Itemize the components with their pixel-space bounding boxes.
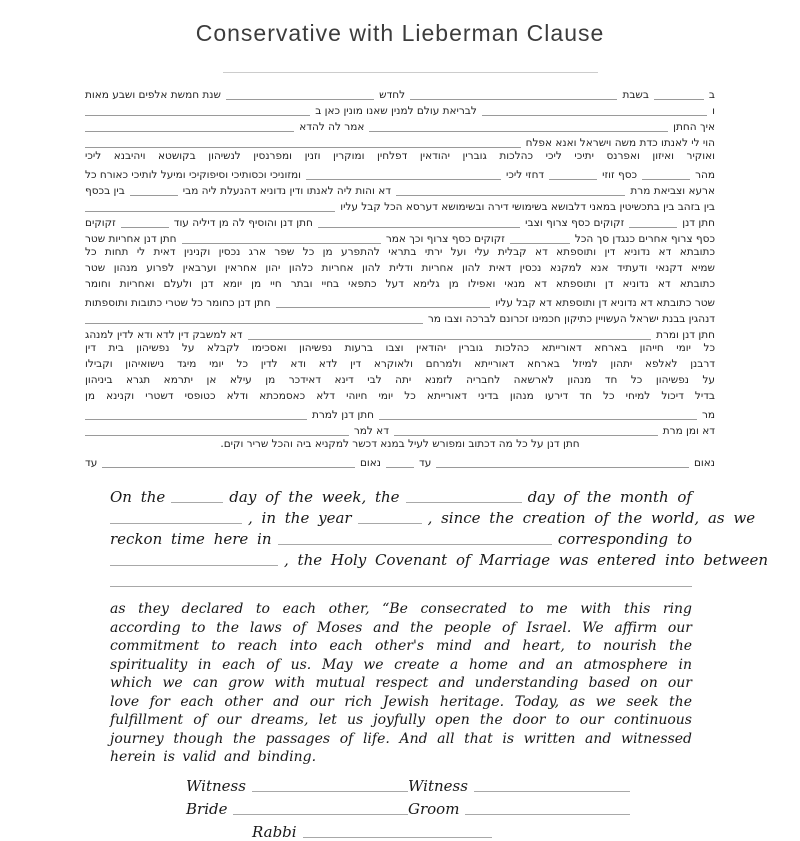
signature-row — [186, 772, 690, 795]
fill-in-blank — [85, 147, 521, 148]
hebrew-text: דחזי ליכי — [506, 169, 545, 181]
signature-block — [110, 772, 690, 841]
fill-in-blank — [318, 227, 520, 228]
fill-in-blank — [394, 435, 658, 436]
english-text: , the Holy Covenant of Marriage was entered into between — [284, 551, 769, 569]
hebrew-text: אמר לה להדא — [299, 121, 365, 133]
fill-in-blank — [654, 99, 704, 100]
fill-in-blank — [182, 243, 381, 244]
fill-in-blank — [110, 523, 242, 524]
fill-in-blank — [410, 99, 617, 100]
fill-in-blank — [121, 227, 169, 228]
english-line — [110, 527, 692, 548]
fill-in-blank — [248, 339, 652, 340]
hebrew-text: דא למשבק דין לדא ודא לדין למנהג — [85, 329, 243, 341]
hebrew-text: לחדש — [379, 89, 406, 101]
hebrew-text: זקוקים כסף צרוף וכך אמר — [385, 233, 505, 245]
fill-in-blank — [276, 307, 491, 308]
hebrew-text: ב — [708, 89, 715, 101]
hebrew-line: כתובתא דא נדוניא דן ותוספתא דא מנאי ואפילו מן גלימא דעל כתפאי בחיי ובתר חיי מן יומא דנן ולעלם ואחריות וחומר — [85, 278, 715, 290]
hebrew-text-block — [85, 86, 715, 470]
fill-in-blank — [110, 586, 692, 587]
fill-in-blank — [436, 467, 689, 468]
hebrew-line — [85, 182, 715, 198]
page-title: Conservative with Lieberman Clause — [195, 20, 605, 46]
fill-in-blank — [171, 502, 223, 503]
english-text: day of the week, the — [229, 488, 400, 506]
hebrew-text: חתן דנן ומרת — [656, 329, 715, 341]
hebrew-text: ו — [712, 105, 715, 117]
hebrew-line: בדיל דיכול למיחי כל חד דירעו מנהון בדיני דאורייתא כל יומי חיוהי דלא כאסמכתא ודלא כטופסי דשטרי וקנינא מן — [85, 390, 715, 402]
hebrew-text: לבריאת עולם למנין שאנו מונין כאן ב — [315, 105, 477, 117]
english-line — [110, 548, 769, 569]
hebrew-line — [85, 118, 715, 134]
groom-label: Groom — [408, 799, 460, 818]
groom-signature-line — [465, 814, 630, 815]
hebrew-text: נאום — [359, 457, 381, 469]
english-text: corresponding to — [557, 530, 692, 548]
top-divider-line — [223, 72, 598, 73]
witness-right-label: Witness — [408, 776, 468, 795]
hebrew-text: דנהגין בבנת ישראל העשויין כתיקון חכמינו זכרונם לברכה וצבו מר — [427, 313, 715, 325]
fill-in-blank — [85, 131, 294, 132]
rabbi-signature-line — [303, 837, 492, 838]
fill-in-blank — [482, 115, 707, 116]
fill-in-blank — [110, 565, 278, 566]
hebrew-line: כתובתא דא נדוניא דין ותוספתא דא קבלית עלי ועל ירתי בתראי להתפרע מן כל שפר ארג נכסין וקנינין דאית לי תחות כל — [85, 246, 715, 258]
hebrew-text: זקוקים כסף צרוף וצבי — [525, 217, 625, 229]
english-date-section — [110, 485, 769, 590]
fill-in-blank — [406, 502, 522, 503]
hebrew-text: דא למר — [353, 425, 389, 437]
hebrew-line: חתן דנן על כל מה דכתוב ומפורש לעיל במנא דכשר למקניא ביה והכל שריר וקים. — [220, 438, 580, 450]
fill-in-blank — [386, 467, 414, 468]
english-declaration-paragraph: as they declared to each other, “Be consecrated to me with this ring according to the laws of Moses and the people of Israel. We affirm our commitment to reach into each other's mind and heart, to nourish the spirituality in each of us. May we create a home and an atmosphere in which we can grow with mutual respect and understanding based on our love for each other and our rich Jewish heritage. Today, as we seek the fulfillment of our dreams, let us joyfully open the door to our continuous journey though the passages of life. And all that is written and witnessed herein is valid and binding. — [110, 601, 692, 765]
fill-in-blank — [396, 195, 625, 196]
hebrew-line — [85, 422, 715, 438]
hebrew-text: הוי לי לאנתו כדת משה וישראל ואנא אפלח — [525, 137, 715, 149]
bride-signature — [186, 800, 408, 818]
fill-in-blank — [510, 243, 570, 244]
fill-in-blank — [629, 227, 677, 228]
hebrew-line — [85, 326, 715, 342]
bride-label: Bride — [186, 799, 228, 818]
hebrew-text: דא והות ליה לאנתו ודין נדוניא דהנעלת ליה מבי — [182, 185, 391, 197]
hebrew-text: ארעא וצביאת מרת — [630, 185, 715, 197]
hebrew-text: כסף זוזי — [602, 169, 638, 181]
hebrew-text: איך החתן — [673, 121, 715, 133]
rabbi-signature — [252, 823, 492, 841]
hebrew-line — [85, 86, 715, 102]
english-line — [110, 506, 756, 527]
signature-row — [186, 795, 690, 818]
rabbi-label: Rabbi — [252, 822, 297, 841]
hebrew-line — [85, 198, 715, 214]
hebrew-text: חתן דנן אחריות שטר — [85, 233, 177, 245]
fill-in-blank — [379, 419, 697, 420]
hebrew-text: עד — [419, 457, 432, 469]
hebrew-text: בין בזהב בין בתכשיטין במאני דלבושא בשימושי דירה ובשימושא דערסא הכל קבל עליו — [340, 201, 715, 213]
hebrew-line — [85, 310, 715, 326]
fill-in-blank — [358, 523, 422, 524]
hebrew-line: ואוקיר ואיזון ואפרנס יתיכי ליכי כהלכות גוברין יהודאין דפלחין ומוקרין וזנין ומפרנסין לנשיהון בקושטא ויהיבנא ליכי — [85, 150, 715, 162]
english-line — [110, 569, 692, 590]
fill-in-blank — [85, 419, 307, 420]
english-text-block — [110, 485, 769, 767]
hebrew-text: שטר כתובתא דא נדוניא דן ותוספתא דא קבל עליו — [495, 297, 715, 309]
signature-row — [252, 818, 690, 841]
hebrew-line — [85, 134, 715, 150]
hebrew-line: דרבנן לאלפא יתהון למיזל בארחא דאורייתא ולמרחם ולאוקרא דין לדא ודא לדין כל יומי מיגד נישואיהון וקבילו — [85, 358, 715, 370]
groom-signature — [408, 800, 630, 818]
hebrew-text: חתן דנן והוסיף לה מן דיליה עוד — [173, 217, 313, 229]
hebrew-text: חתן דנן כחומר כל שטרי כתובות ותוספתות — [85, 297, 271, 309]
witness-left-signature-line — [252, 791, 408, 792]
fill-in-blank — [85, 211, 335, 212]
fill-in-blank — [85, 115, 310, 116]
english-text: , in the year — [248, 509, 352, 527]
fill-in-blank — [642, 179, 690, 180]
fill-in-blank — [130, 195, 178, 196]
witness-right-signature — [408, 777, 630, 795]
hebrew-text: שנת חמשת אלפים ושבע מאות — [85, 89, 221, 101]
hebrew-text: עד — [85, 457, 98, 469]
hebrew-line: שמיא דקנאי ודעתיד אנא למקנא נכסין דאית להון אחריות ודלית להון אחריות כלהון יהון אחראין וערבאין לפרוע מנהון שטר — [85, 262, 715, 274]
english-line — [110, 485, 692, 506]
english-text: day of the month of — [527, 488, 692, 506]
hebrew-text: חתן דנן — [682, 217, 715, 229]
hebrew-line — [85, 102, 715, 118]
fill-in-blank — [278, 544, 552, 545]
fill-in-blank — [85, 323, 423, 324]
hebrew-text: בין בכסף — [85, 185, 125, 197]
hebrew-text: חתן דנן למרת — [311, 409, 374, 421]
witness-left-label: Witness — [186, 776, 246, 795]
english-text: , since the creation of the world, as we — [427, 509, 756, 527]
witness-left-signature — [186, 777, 408, 795]
fill-in-blank — [306, 179, 501, 180]
fill-in-blank — [369, 131, 668, 132]
hebrew-text: בשבת — [622, 89, 649, 101]
hebrew-text: נאום — [693, 457, 715, 469]
witness-right-signature-line — [474, 791, 630, 792]
fill-in-blank — [226, 99, 374, 100]
hebrew-line — [85, 454, 715, 470]
hebrew-text: מר — [701, 409, 715, 421]
fill-in-blank — [549, 179, 597, 180]
fill-in-blank — [85, 435, 349, 436]
hebrew-line: על נפשיהון כל חד מנהון לארשאה לחבריה לזמנא יתה לבי דינא דאידכר מן עילא אן יתרמא תגרא ביניהון — [85, 374, 715, 386]
fill-in-blank — [102, 467, 355, 468]
english-text: On the — [110, 488, 166, 506]
bride-signature-line — [233, 814, 408, 815]
hebrew-text: ומזוניכי וכסותיכי וסיפוקיכי ומיעל לותיכי כאורח כל — [85, 169, 301, 181]
hebrew-text: כסף צרוף אחרים כנגדן סך הכל — [574, 233, 715, 245]
ketubah-document-page — [0, 20, 800, 841]
hebrew-text: דא ומן מרת — [662, 425, 715, 437]
hebrew-line — [85, 214, 715, 230]
english-text: reckon time here in — [110, 530, 272, 548]
hebrew-text: זקוקים — [85, 217, 116, 229]
hebrew-line — [85, 230, 715, 246]
hebrew-line: כל יומי חייהון בארחא דאורייתא כהלכות גוברין יהודאין וצבו ברעות נפשיהון ואסכימו לקבלא על נפשיהון בית דין — [85, 342, 715, 354]
hebrew-text: מהר — [695, 169, 715, 181]
